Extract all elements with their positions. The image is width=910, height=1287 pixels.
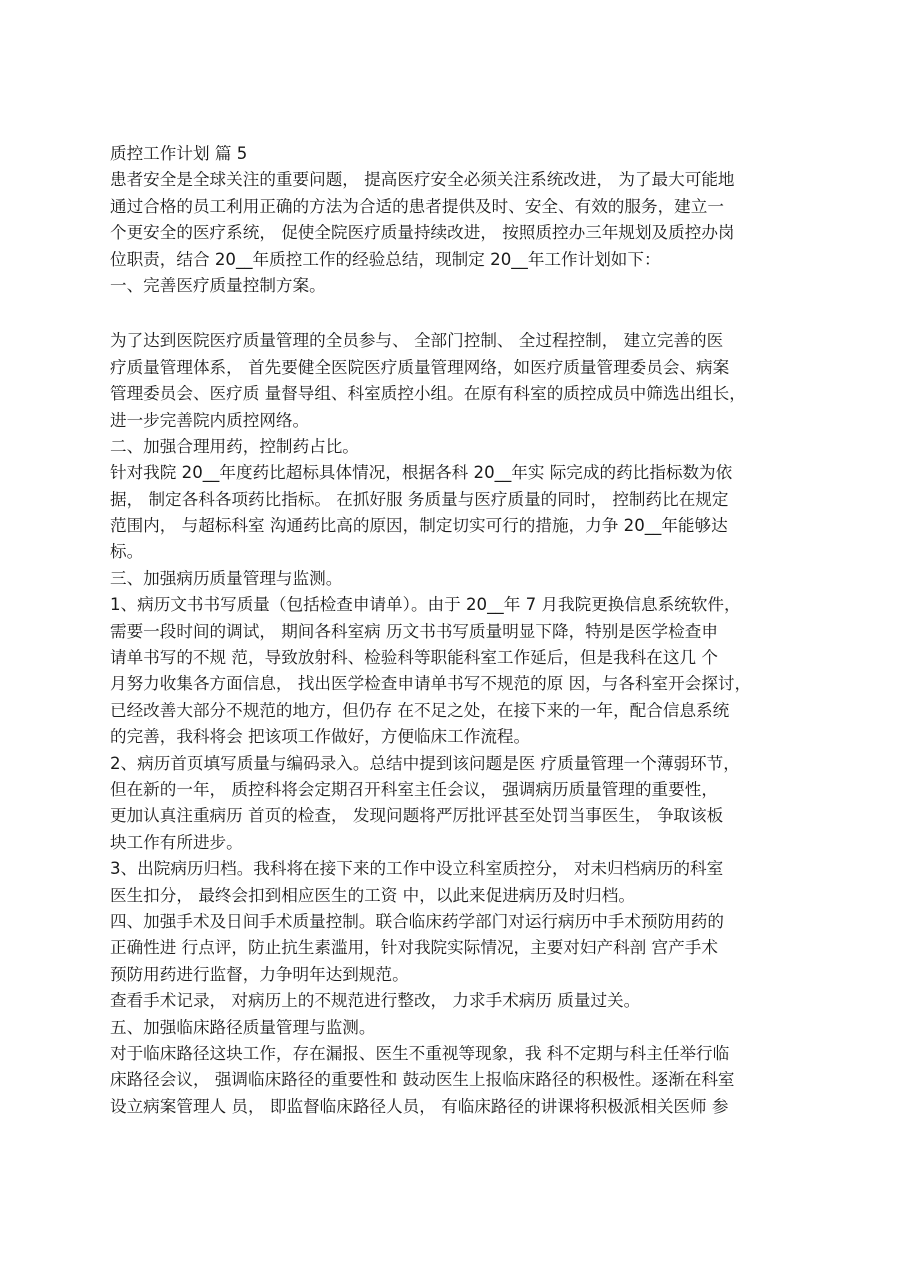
text-line: 标。 [110, 542, 144, 562]
text-line: 通过合格的员工利用正确的方法为合适的患者提供及时、安全、有效的服务，建立一 [110, 196, 724, 216]
text-line: 医生扣分， 最终会扣到相应医生的工资 中，以此来促进病历及时归档。 [110, 885, 635, 905]
text-line: 疗质量管理体系， 首先要健全医院医疗质量管理网络，如医疗质量管理委员会、病案 [110, 357, 730, 377]
text-line: 但在新的一年， 质控科将会定期召开科室主任会议， 强调病历质量管理的重要性， [110, 779, 718, 799]
blank-line [110, 299, 810, 328]
text-line: 进一步完善院内质控网络。 [110, 410, 310, 430]
section-title: 质控工作计划 篇 5 [110, 144, 248, 163]
document-body [110, 141, 810, 1120]
text-line: 床路径会议， 强调临床路径的重要性和 鼓动医生上报临床路径的积极性。逐渐在科室 [110, 1070, 735, 1090]
text-line: 3、出院病历归档。我科将在接下来的工作中设立科室质控分， 对未归档病历的科室 [110, 859, 724, 879]
text-line: 月努力收集各方面信息， 找出医学检查申请单书写不规范的原 因，与各科室开会探讨， [110, 674, 752, 694]
text-line: 患者安全是全球关注的重要问题， 提高医疗安全必须关注系统改进， 为了最大可能地 [110, 170, 735, 190]
heading-line: 二、加强合理用药，控制药占比。 [110, 436, 359, 456]
text-line: 位职责，结合 20__年质控工作的经验总结，现制定 20__年工作计划如下： [110, 249, 661, 269]
text-line: 1、病历文书书写质量（包括检查申请单）。由于 20__年 7 月我院更换信息系统软件， [110, 595, 741, 615]
text-line: 范围内， 与超标科室 沟通药比高的原因，制定切实可行的措施，力争 20__年能够达 [110, 516, 728, 536]
text-line: 预防用药进行监督，力争明年达到规范。 [110, 964, 409, 984]
heading-line: 三、加强病历质量管理与监测。 [110, 568, 343, 588]
heading-line: 四、加强手术及日间手术质量控制。联合临床药学部门对运行病历中手术预防用药的 [110, 911, 724, 931]
text-line: 更加认真注重病历 首页的检查， 发现问题将严厉批评甚至处罚当事医生， 争取该板 [110, 806, 724, 826]
text-line: 请单书写的不规 范，导致放射科、检验科等职能科室工作延后，但是我科在这几 个 [110, 648, 718, 668]
text-line: 的完善，我科将会 把该项工作做好，方便临床工作流程。 [110, 727, 531, 747]
text-line: 管理委员会、医疗质 量督导组、科室质控小组。在原有科室的质控成员中筛选出组长， [110, 384, 746, 404]
text-line: 需要一段时间的调试， 期间各科室病 历文书书写质量明显下降，特别是医学检查申 [110, 621, 718, 641]
text-line: 针对我院 20__年度药比超标具体情况，根据各科 20__年实 际完成的药比指标数为依 [110, 463, 733, 483]
text-line: 为了达到医院医疗质量管理的全员参与、 全部门控制、 全过程控制， 建立完善的医 [110, 331, 724, 351]
text-line: 已经改善大部分不规范的地方，但仍存 在不足之处，在接下来的一年，配合信息系统 [110, 700, 730, 720]
text-line: 对于临床路径这块工作，存在漏报、医生不重视等现象，我 科不定期与科主任举行临 [110, 1043, 730, 1063]
heading-line: 五、加强临床路径质量管理与监测。 [110, 1017, 376, 1037]
text-line: 设立病案管理人 员， 即监督临床路径人员， 有临床路径的讲课将积极派相关医师 参 [110, 1096, 729, 1116]
text-line: 2、病历首页填写质量与编码录入。总结中提到该问题是医 疗质量管理一个薄弱环节， [110, 753, 740, 773]
text-line: 查看手术记录， 对病历上的不规范进行整改， 力求手术病历 质量过关。 [110, 991, 641, 1011]
text-line: 块工作有所进步。 [110, 832, 243, 852]
text-line: 个更安全的医疗系统， 促使全院医疗质量持续改进， 按照质控办三年规划及质控办岗 [110, 223, 735, 243]
heading-line: 一、完善医疗质量控制方案。 [110, 275, 326, 295]
text-line: 据， 制定各科各项药比指标。 在抓好服 务质量与医疗质量的同时， 控制药比在规定 [110, 489, 729, 509]
text-line: 正确性进 行点评，防止抗生素滥用，针对我院实际情况，主要对妇产科剖 宫产手术 [110, 938, 718, 958]
